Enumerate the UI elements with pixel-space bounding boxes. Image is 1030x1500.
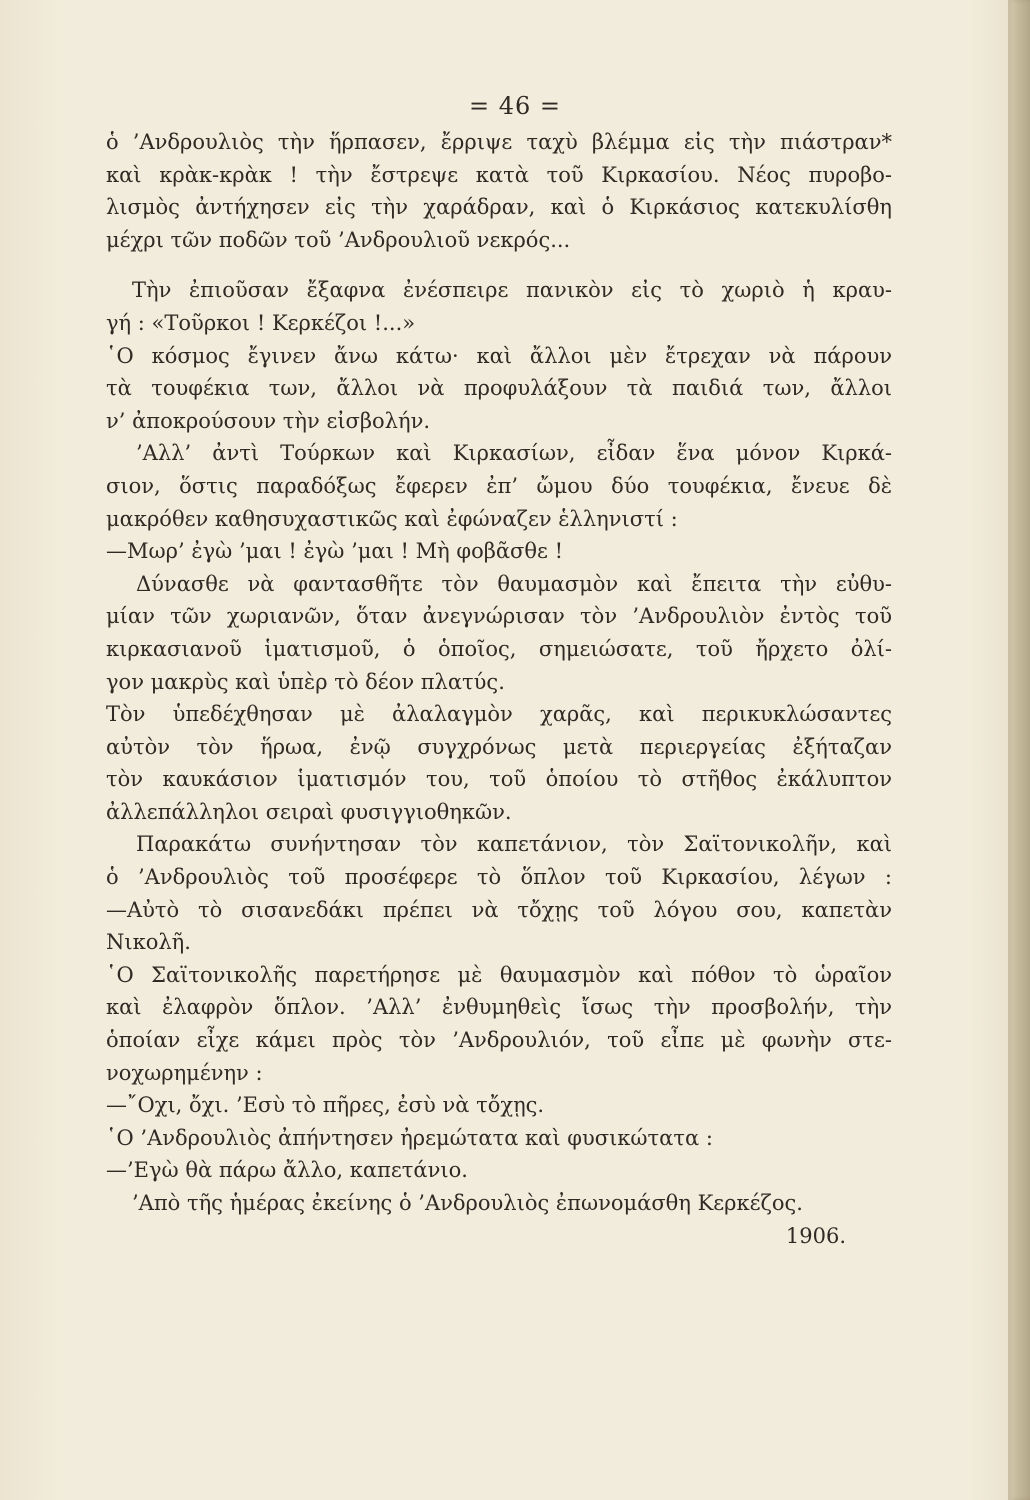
text-line: κιρκασιανοῦ ἱματισμοῦ, ὁ ὁποῖος, σημειώσατε, τοῦ ἤρχετο ὀλί- [106, 636, 892, 661]
text-line: ’Αλλ’ ἀντὶ Τούρκων καὶ Κιρκασίων, εἶδαν ἕνα μόνον Κιρκά- [136, 441, 892, 466]
text-line: Παρακάτω συνήντησαν τὸν καπετάνιον, τὸν Σαϊτονικολῆν, καὶ [136, 832, 892, 857]
text-line: ὁ ’Ανδρουλιὸς τοῦ προσέφερε τὸ ὅπλον τοῦ Κιρκασίου, λέγων : [106, 865, 892, 890]
text-line: καὶ ἐλαφρὸν ὅπλον. ’Αλλ’ ἐνθυμηθεὶς ἴσως τὴν προσβολήν, τὴν [106, 995, 892, 1020]
page-edge [1008, 0, 1030, 1500]
text-line: —Μωρ’ ἐγὼ ’μαι ! ἐγὼ ’μαι ! Μὴ φοβᾶσθε ! [106, 539, 564, 564]
text-line: γή : «Τοῦρκοι ! Κερκέζοι !...» [106, 310, 416, 335]
text-line: καὶ κρὰκ-κρὰκ ! τὴν ἔστρεψε κατὰ τοῦ Κιρκασίου. Νέος πυροβο- [106, 162, 892, 187]
body-text [106, 126, 892, 1252]
paragraph-gap [106, 256, 892, 274]
text-line: τὰ τουφέκια των, ἄλλοι νὰ προφυλάξουν τὰ παιδιά των, ἄλλοι [106, 376, 892, 401]
text-line: Δύνασθε νὰ φαντασθῆτε τὸν θαυμασμὸν καὶ ἔπειτα τὴν εὐθυ- [136, 571, 892, 596]
text-line: ὁποίαν εἶχε κάμει πρὸς τὸν ’Ανδρουλιόν, τοῦ εἶπε μὲ φωνὴν στε- [106, 1028, 892, 1053]
text-line: ῾Ο Σαϊτονικολῆς παρετήρησε μὲ θαυμασμὸν καὶ πόθον τὸ ὡραῖον [106, 962, 892, 987]
text-line: γον μακρὺς καὶ ὑπὲρ τὸ δέον πλατύς. [106, 669, 505, 694]
text-line: Τὸν ὑπεδέχθησαν μὲ ἀλαλαγμὸν χαρᾶς, καὶ περικυκλώσαντες [106, 702, 892, 727]
text-line: αὐτὸν τὸν ἥρωα, ἐνῷ συγχρόνως μετὰ περιεργείας ἐξήταζαν [106, 734, 892, 759]
text-line: —῎Οχι, ὄχι. ’Εσὺ τὸ πῆρες, ἐσὺ νὰ τὄχῃς. [106, 1093, 545, 1118]
text-line: τὸν καυκάσιον ἱματισμόν του, τοῦ ὁποίου τὸ στῆθος ἐκάλυπτον [106, 767, 892, 792]
text-line: μακρόθεν καθησυχαστικῶς καὶ ἐφώναζεν ἑλληνιστί : [106, 506, 678, 531]
text-line: ν’ ἀποκρούσουν τὴν εἰσβολήν. [106, 408, 431, 433]
text-line: μίαν τῶν χωριανῶν, ὅταν ἀνεγνώρισαν τὸν ’Ανδρουλιὸν ἐντὸς τοῦ [106, 604, 892, 629]
text-line: λισμὸς ἀντήχησεν εἰς τὴν χαράδραν, καὶ ὁ Κιρκάσιος κατεκυλίσθη [106, 195, 892, 220]
text-line: ὁ ’Ανδρουλιὸς τὴν ἥρπασεν, ἔρριψε ταχὺ βλέμμα εἰς τὴν πιάστραν* [106, 130, 892, 154]
text-line: —’Εγὼ θὰ πάρω ἄλλο, καπετάνιο. [106, 1158, 468, 1183]
text-line: —Αὐτὸ τὸ σισανεδάκι πρέπει νὰ τὄχῃς τοῦ λόγου σου, καπετὰν [106, 897, 892, 922]
text-line: Νικολῆ. [106, 930, 191, 955]
text-line: νοχωρημένην : [106, 1060, 263, 1085]
text-line: σιον, ὅστις παραδόξως ἔφερεν ἐπ’ ὤμου δύο τουφέκια, ἔνευε δὲ [106, 473, 892, 498]
text-line: ῾Ο κόσμος ἔγινεν ἄνω κάτω· καὶ ἄλλοι μὲν ἔτρεχαν νὰ πάρουν [106, 343, 892, 368]
text-line: ἀλλεπάλληλοι σειραὶ φυσιγγιοθηκῶν. [106, 799, 512, 824]
text-line: μέχρι τῶν ποδῶν τοῦ ’Ανδρουλιοῦ νεκρός... [106, 227, 571, 252]
text-line: Τὴν ἐπιοῦσαν ἔξαφνα ἐνέσπειρε πανικὸν εἰς τὸ χωριὸ ἡ κραυ- [132, 278, 892, 303]
text-line: ’Απὸ τῆς ἡμέρας ἐκείνης ὁ ’Ανδρουλιὸς ἐπωνομάσθη Κερκέζος. [132, 1191, 803, 1215]
date-line: 1906. [785, 1223, 846, 1248]
page-number: = 46 = [468, 92, 561, 120]
text-line: ῾Ο ’Ανδρουλιὸς ἀπήντησεν ἠρεμώτατα καὶ φυσικώτατα : [106, 1125, 713, 1150]
